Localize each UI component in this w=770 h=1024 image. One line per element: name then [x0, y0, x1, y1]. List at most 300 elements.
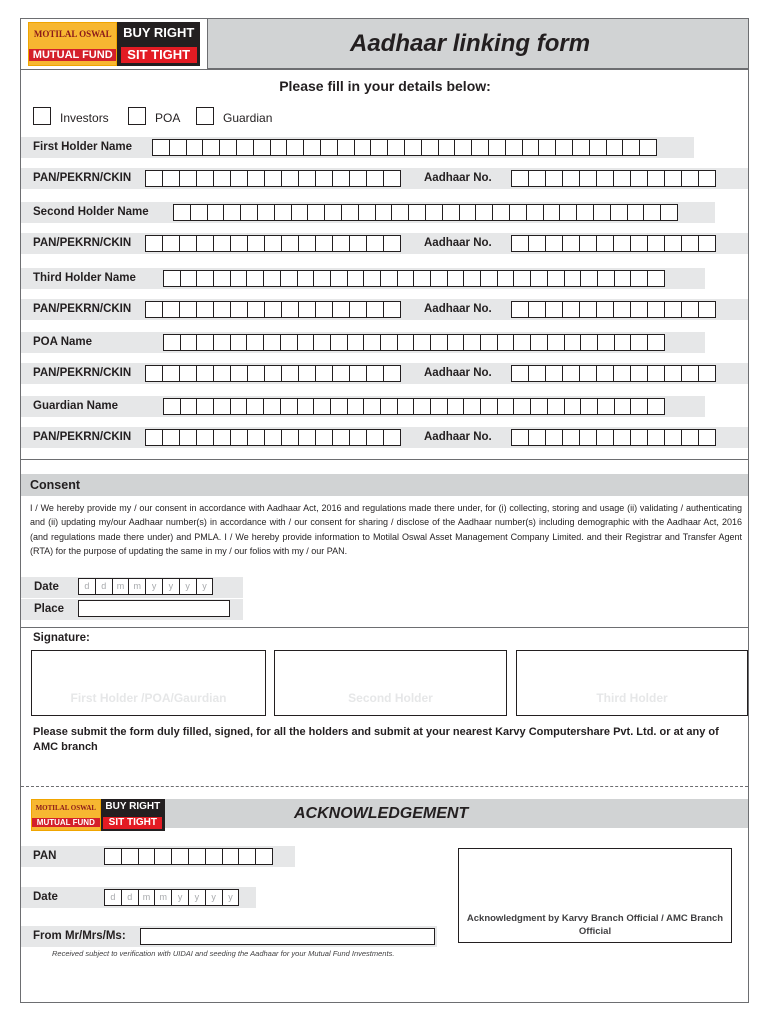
first-holder-pan-cell[interactable] — [281, 170, 299, 187]
ack-pan-cell[interactable] — [255, 848, 273, 865]
guardian-aadhaar-cell[interactable] — [698, 429, 716, 446]
third-holder-name-cell[interactable] — [580, 270, 598, 287]
guardian-pan-cell[interactable] — [383, 429, 401, 446]
first-holder-name-cell[interactable] — [354, 139, 372, 156]
poa-name-cell[interactable] — [614, 334, 632, 351]
guardian-pan-cell[interactable] — [162, 429, 180, 446]
poa-pan-cell[interactable] — [264, 365, 282, 382]
poa-aadhaar-cell[interactable] — [579, 365, 597, 382]
guardian-pan-cell[interactable] — [349, 429, 367, 446]
poa-aadhaar-cell[interactable] — [630, 365, 648, 382]
consent-date-cell[interactable]: d — [78, 578, 96, 595]
third-holder-name-cell[interactable] — [347, 270, 365, 287]
guardian-name-cell[interactable] — [530, 398, 548, 415]
poa-name-cell[interactable] — [580, 334, 598, 351]
second-holder-aadhaar-cell[interactable] — [664, 235, 682, 252]
first-holder-name-cell[interactable] — [639, 139, 657, 156]
ack-date-cell[interactable]: m — [154, 889, 172, 906]
third-holder-name-cell[interactable] — [530, 270, 548, 287]
second-holder-name-cell[interactable] — [442, 204, 460, 221]
ack-pan-cell[interactable] — [188, 848, 206, 865]
poa-name-cell[interactable] — [213, 334, 231, 351]
poa-name-cell[interactable] — [263, 334, 281, 351]
first-holder-name-cell[interactable] — [471, 139, 489, 156]
guardian-aadhaar-cell[interactable] — [596, 429, 614, 446]
poa-aadhaar-cell[interactable] — [545, 365, 563, 382]
poa-pan-cell[interactable] — [315, 365, 333, 382]
second-holder-aadhaar-cell[interactable] — [698, 235, 716, 252]
third-holder-name-cell[interactable] — [497, 270, 515, 287]
second-holder-pan-cell[interactable] — [315, 235, 333, 252]
poa-pan-cell[interactable] — [213, 365, 231, 382]
first-holder-aadhaar-cell[interactable] — [596, 170, 614, 187]
third-holder-aadhaar-cell[interactable] — [528, 301, 546, 318]
second-holder-name-cell[interactable] — [257, 204, 275, 221]
guardian-name-cell[interactable] — [163, 398, 181, 415]
consent-date-cell[interactable]: y — [179, 578, 197, 595]
consent-date-cell[interactable]: d — [95, 578, 113, 595]
first-holder-pan-cell[interactable] — [162, 170, 180, 187]
third-holder-pan-cell[interactable] — [366, 301, 384, 318]
second-holder-pan-cell[interactable] — [281, 235, 299, 252]
third-holder-pan-cell[interactable] — [281, 301, 299, 318]
second-holder-pan-cell[interactable] — [179, 235, 197, 252]
first-holder-aadhaar-cell[interactable] — [511, 170, 529, 187]
second-holder-name-cell[interactable] — [526, 204, 544, 221]
from-name-input[interactable] — [140, 928, 435, 945]
guardian-name-cell[interactable] — [196, 398, 214, 415]
second-holder-pan-cell[interactable] — [383, 235, 401, 252]
first-holder-name-cell[interactable] — [454, 139, 472, 156]
first-holder-pan-cell[interactable] — [145, 170, 163, 187]
second-holder-name-cell[interactable] — [324, 204, 342, 221]
first-holder-name-cell[interactable] — [555, 139, 573, 156]
place-input[interactable] — [78, 600, 230, 617]
third-holder-aadhaar-cell[interactable] — [545, 301, 563, 318]
third-holder-name-cell[interactable] — [380, 270, 398, 287]
guardian-pan-cell[interactable] — [264, 429, 282, 446]
second-holder-name-cell[interactable] — [375, 204, 393, 221]
first-holder-name-cell[interactable] — [488, 139, 506, 156]
first-holder-aadhaar-cell[interactable] — [630, 170, 648, 187]
checkbox-guardian[interactable] — [196, 107, 214, 125]
poa-name-cell[interactable] — [513, 334, 531, 351]
first-holder-pan-cell[interactable] — [230, 170, 248, 187]
second-holder-name-cell[interactable] — [408, 204, 426, 221]
poa-name-cell[interactable] — [280, 334, 298, 351]
guardian-name-cell[interactable] — [246, 398, 264, 415]
guardian-pan-cell[interactable] — [145, 429, 163, 446]
guardian-name-cell[interactable] — [180, 398, 198, 415]
third-holder-name-cell[interactable] — [447, 270, 465, 287]
first-holder-pan-cell[interactable] — [315, 170, 333, 187]
second-holder-aadhaar-cell[interactable] — [528, 235, 546, 252]
first-holder-aadhaar-cell[interactable] — [647, 170, 665, 187]
third-holder-name-cell[interactable] — [213, 270, 231, 287]
first-holder-pan-cell[interactable] — [247, 170, 265, 187]
consent-date-cell[interactable]: y — [145, 578, 163, 595]
first-holder-pan-cell[interactable] — [213, 170, 231, 187]
poa-aadhaar-cell[interactable] — [681, 365, 699, 382]
second-holder-pan-cell[interactable] — [298, 235, 316, 252]
poa-pan-cell[interactable] — [383, 365, 401, 382]
guardian-name-cell[interactable] — [313, 398, 331, 415]
guardian-pan-cell[interactable] — [315, 429, 333, 446]
guardian-name-cell[interactable] — [614, 398, 632, 415]
guardian-name-cell[interactable] — [363, 398, 381, 415]
first-holder-name-cell[interactable] — [202, 139, 220, 156]
poa-name-cell[interactable] — [530, 334, 548, 351]
guardian-name-cell[interactable] — [263, 398, 281, 415]
poa-name-cell[interactable] — [547, 334, 565, 351]
first-holder-name-cell[interactable] — [303, 139, 321, 156]
first-holder-name-cell[interactable] — [370, 139, 388, 156]
first-holder-name-cell[interactable] — [505, 139, 523, 156]
poa-name-cell[interactable] — [246, 334, 264, 351]
first-holder-name-cell[interactable] — [606, 139, 624, 156]
third-holder-aadhaar-cell[interactable] — [511, 301, 529, 318]
ack-date-cell[interactable]: m — [138, 889, 156, 906]
poa-pan-cell[interactable] — [196, 365, 214, 382]
second-holder-name-cell[interactable] — [475, 204, 493, 221]
ack-date-cell[interactable]: y — [188, 889, 206, 906]
second-holder-pan-cell[interactable] — [264, 235, 282, 252]
third-holder-aadhaar-cell[interactable] — [664, 301, 682, 318]
second-holder-aadhaar-cell[interactable] — [596, 235, 614, 252]
guardian-pan-cell[interactable] — [281, 429, 299, 446]
guardian-name-cell[interactable] — [513, 398, 531, 415]
third-holder-name-cell[interactable] — [413, 270, 431, 287]
second-holder-pan-cell[interactable] — [349, 235, 367, 252]
poa-name-cell[interactable] — [430, 334, 448, 351]
second-holder-name-cell[interactable] — [240, 204, 258, 221]
guardian-pan-cell[interactable] — [230, 429, 248, 446]
poa-name-cell[interactable] — [413, 334, 431, 351]
first-holder-pan-cell[interactable] — [366, 170, 384, 187]
second-holder-name-cell[interactable] — [173, 204, 191, 221]
third-holder-pan-cell[interactable] — [315, 301, 333, 318]
third-holder-name-cell[interactable] — [263, 270, 281, 287]
ack-pan-cell[interactable] — [222, 848, 240, 865]
second-holder-name-cell[interactable] — [559, 204, 577, 221]
third-holder-name-cell[interactable] — [463, 270, 481, 287]
third-holder-name-cell[interactable] — [363, 270, 381, 287]
guardian-name-cell[interactable] — [647, 398, 665, 415]
poa-aadhaar-cell[interactable] — [664, 365, 682, 382]
guardian-pan-cell[interactable] — [179, 429, 197, 446]
checkbox-investors[interactable] — [33, 107, 51, 125]
third-holder-name-cell[interactable] — [480, 270, 498, 287]
third-holder-name-cell[interactable] — [246, 270, 264, 287]
poa-name-cell[interactable] — [630, 334, 648, 351]
guardian-aadhaar-cell[interactable] — [545, 429, 563, 446]
third-holder-aadhaar-cell[interactable] — [562, 301, 580, 318]
first-holder-name-cell[interactable] — [622, 139, 640, 156]
poa-name-cell[interactable] — [597, 334, 615, 351]
second-holder-pan-cell[interactable] — [162, 235, 180, 252]
guardian-aadhaar-cell[interactable] — [647, 429, 665, 446]
first-holder-name-cell[interactable] — [538, 139, 556, 156]
guardian-aadhaar-cell[interactable] — [630, 429, 648, 446]
poa-aadhaar-cell[interactable] — [511, 365, 529, 382]
third-holder-name-cell[interactable] — [513, 270, 531, 287]
guardian-name-cell[interactable] — [397, 398, 415, 415]
guardian-name-cell[interactable] — [430, 398, 448, 415]
poa-name-cell[interactable] — [347, 334, 365, 351]
third-holder-aadhaar-cell[interactable] — [613, 301, 631, 318]
first-holder-name-cell[interactable] — [337, 139, 355, 156]
ack-date-cell[interactable]: d — [104, 889, 122, 906]
first-holder-name-cell[interactable] — [253, 139, 271, 156]
poa-aadhaar-cell[interactable] — [562, 365, 580, 382]
guardian-name-cell[interactable] — [597, 398, 615, 415]
poa-pan-cell[interactable] — [298, 365, 316, 382]
second-holder-aadhaar-cell[interactable] — [647, 235, 665, 252]
guardian-name-cell[interactable] — [580, 398, 598, 415]
guardian-aadhaar-cell[interactable] — [562, 429, 580, 446]
poa-pan-cell[interactable] — [247, 365, 265, 382]
second-holder-name-cell[interactable] — [274, 204, 292, 221]
first-holder-name-cell[interactable] — [572, 139, 590, 156]
third-holder-name-cell[interactable] — [647, 270, 665, 287]
first-holder-name-cell[interactable] — [152, 139, 170, 156]
guardian-aadhaar-cell[interactable] — [528, 429, 546, 446]
guardian-pan-cell[interactable] — [366, 429, 384, 446]
poa-pan-cell[interactable] — [162, 365, 180, 382]
poa-name-cell[interactable] — [564, 334, 582, 351]
poa-name-cell[interactable] — [230, 334, 248, 351]
second-holder-name-cell[interactable] — [391, 204, 409, 221]
third-holder-aadhaar-cell[interactable] — [681, 301, 699, 318]
guardian-aadhaar-cell[interactable] — [511, 429, 529, 446]
second-holder-pan-cell[interactable] — [213, 235, 231, 252]
third-holder-pan-cell[interactable] — [213, 301, 231, 318]
first-holder-aadhaar-cell[interactable] — [579, 170, 597, 187]
first-holder-name-cell[interactable] — [589, 139, 607, 156]
first-holder-pan-cell[interactable] — [298, 170, 316, 187]
poa-name-cell[interactable] — [647, 334, 665, 351]
signature-box-second-holder[interactable] — [274, 650, 507, 716]
first-holder-name-cell[interactable] — [169, 139, 187, 156]
first-holder-name-cell[interactable] — [387, 139, 405, 156]
second-holder-pan-cell[interactable] — [366, 235, 384, 252]
poa-aadhaar-cell[interactable] — [528, 365, 546, 382]
first-holder-pan-cell[interactable] — [349, 170, 367, 187]
ack-date-cell[interactable]: y — [171, 889, 189, 906]
poa-name-cell[interactable] — [330, 334, 348, 351]
second-holder-aadhaar-cell[interactable] — [630, 235, 648, 252]
second-holder-name-cell[interactable] — [358, 204, 376, 221]
guardian-name-cell[interactable] — [297, 398, 315, 415]
first-holder-aadhaar-cell[interactable] — [528, 170, 546, 187]
second-holder-name-cell[interactable] — [576, 204, 594, 221]
second-holder-aadhaar-cell[interactable] — [613, 235, 631, 252]
checkbox-poa[interactable] — [128, 107, 146, 125]
first-holder-name-cell[interactable] — [186, 139, 204, 156]
third-holder-name-cell[interactable] — [230, 270, 248, 287]
guardian-pan-cell[interactable] — [332, 429, 350, 446]
third-holder-name-cell[interactable] — [196, 270, 214, 287]
third-holder-name-cell[interactable] — [397, 270, 415, 287]
second-holder-aadhaar-cell[interactable] — [562, 235, 580, 252]
third-holder-pan-cell[interactable] — [298, 301, 316, 318]
ack-pan-cell[interactable] — [138, 848, 156, 865]
poa-pan-cell[interactable] — [179, 365, 197, 382]
first-holder-name-cell[interactable] — [286, 139, 304, 156]
third-holder-name-cell[interactable] — [180, 270, 198, 287]
poa-aadhaar-cell[interactable] — [647, 365, 665, 382]
first-holder-pan-cell[interactable] — [264, 170, 282, 187]
poa-name-cell[interactable] — [297, 334, 315, 351]
second-holder-name-cell[interactable] — [509, 204, 527, 221]
third-holder-pan-cell[interactable] — [179, 301, 197, 318]
ack-pan-cell[interactable] — [171, 848, 189, 865]
first-holder-name-cell[interactable] — [421, 139, 439, 156]
poa-pan-cell[interactable] — [366, 365, 384, 382]
guardian-name-cell[interactable] — [447, 398, 465, 415]
third-holder-name-cell[interactable] — [163, 270, 181, 287]
guardian-name-cell[interactable] — [380, 398, 398, 415]
third-holder-pan-cell[interactable] — [230, 301, 248, 318]
third-holder-pan-cell[interactable] — [349, 301, 367, 318]
third-holder-name-cell[interactable] — [313, 270, 331, 287]
first-holder-aadhaar-cell[interactable] — [664, 170, 682, 187]
poa-pan-cell[interactable] — [281, 365, 299, 382]
third-holder-name-cell[interactable] — [564, 270, 582, 287]
second-holder-pan-cell[interactable] — [230, 235, 248, 252]
guardian-name-cell[interactable] — [413, 398, 431, 415]
guardian-pan-cell[interactable] — [298, 429, 316, 446]
third-holder-pan-cell[interactable] — [247, 301, 265, 318]
third-holder-name-cell[interactable] — [280, 270, 298, 287]
guardian-name-cell[interactable] — [630, 398, 648, 415]
poa-pan-cell[interactable] — [145, 365, 163, 382]
guardian-pan-cell[interactable] — [213, 429, 231, 446]
ack-pan-cell[interactable] — [104, 848, 122, 865]
guardian-pan-cell[interactable] — [196, 429, 214, 446]
poa-pan-cell[interactable] — [332, 365, 350, 382]
guardian-name-cell[interactable] — [347, 398, 365, 415]
first-holder-name-cell[interactable] — [522, 139, 540, 156]
second-holder-name-cell[interactable] — [643, 204, 661, 221]
second-holder-name-cell[interactable] — [543, 204, 561, 221]
second-holder-name-cell[interactable] — [307, 204, 325, 221]
guardian-name-cell[interactable] — [330, 398, 348, 415]
poa-name-cell[interactable] — [497, 334, 515, 351]
consent-date-cell[interactable]: y — [162, 578, 180, 595]
poa-name-cell[interactable] — [180, 334, 198, 351]
poa-pan-cell[interactable] — [349, 365, 367, 382]
second-holder-pan-cell[interactable] — [196, 235, 214, 252]
ack-pan-cell[interactable] — [154, 848, 172, 865]
guardian-aadhaar-cell[interactable] — [664, 429, 682, 446]
second-holder-aadhaar-cell[interactable] — [579, 235, 597, 252]
first-holder-name-cell[interactable] — [236, 139, 254, 156]
third-holder-pan-cell[interactable] — [383, 301, 401, 318]
poa-name-cell[interactable] — [380, 334, 398, 351]
consent-date-cell[interactable]: y — [196, 578, 214, 595]
guardian-name-cell[interactable] — [280, 398, 298, 415]
third-holder-name-cell[interactable] — [614, 270, 632, 287]
first-holder-name-cell[interactable] — [404, 139, 422, 156]
third-holder-pan-cell[interactable] — [162, 301, 180, 318]
third-holder-name-cell[interactable] — [547, 270, 565, 287]
poa-name-cell[interactable] — [447, 334, 465, 351]
third-holder-aadhaar-cell[interactable] — [579, 301, 597, 318]
second-holder-name-cell[interactable] — [291, 204, 309, 221]
consent-date-cell[interactable]: m — [128, 578, 146, 595]
first-holder-name-cell[interactable] — [438, 139, 456, 156]
first-holder-pan-cell[interactable] — [332, 170, 350, 187]
third-holder-name-cell[interactable] — [597, 270, 615, 287]
poa-aadhaar-cell[interactable] — [596, 365, 614, 382]
poa-name-cell[interactable] — [163, 334, 181, 351]
first-holder-aadhaar-cell[interactable] — [698, 170, 716, 187]
poa-pan-cell[interactable] — [230, 365, 248, 382]
third-holder-name-cell[interactable] — [630, 270, 648, 287]
guardian-name-cell[interactable] — [213, 398, 231, 415]
second-holder-name-cell[interactable] — [593, 204, 611, 221]
second-holder-name-cell[interactable] — [190, 204, 208, 221]
third-holder-name-cell[interactable] — [330, 270, 348, 287]
third-holder-aadhaar-cell[interactable] — [596, 301, 614, 318]
first-holder-name-cell[interactable] — [219, 139, 237, 156]
first-holder-aadhaar-cell[interactable] — [681, 170, 699, 187]
ack-pan-cell[interactable] — [121, 848, 139, 865]
second-holder-name-cell[interactable] — [660, 204, 678, 221]
poa-name-cell[interactable] — [313, 334, 331, 351]
second-holder-aadhaar-cell[interactable] — [545, 235, 563, 252]
guardian-name-cell[interactable] — [480, 398, 498, 415]
first-holder-aadhaar-cell[interactable] — [562, 170, 580, 187]
third-holder-name-cell[interactable] — [297, 270, 315, 287]
poa-name-cell[interactable] — [463, 334, 481, 351]
guardian-name-cell[interactable] — [564, 398, 582, 415]
guardian-pan-cell[interactable] — [247, 429, 265, 446]
third-holder-pan-cell[interactable] — [332, 301, 350, 318]
third-holder-pan-cell[interactable] — [145, 301, 163, 318]
consent-date-cell[interactable]: m — [112, 578, 130, 595]
second-holder-aadhaar-cell[interactable] — [681, 235, 699, 252]
first-holder-pan-cell[interactable] — [196, 170, 214, 187]
ack-pan-cell[interactable] — [205, 848, 223, 865]
guardian-aadhaar-cell[interactable] — [579, 429, 597, 446]
guardian-aadhaar-cell[interactable] — [613, 429, 631, 446]
second-holder-name-cell[interactable] — [223, 204, 241, 221]
poa-name-cell[interactable] — [363, 334, 381, 351]
guardian-aadhaar-cell[interactable] — [681, 429, 699, 446]
signature-box-third-holder[interactable] — [516, 650, 748, 716]
second-holder-pan-cell[interactable] — [145, 235, 163, 252]
second-holder-pan-cell[interactable] — [247, 235, 265, 252]
guardian-name-cell[interactable] — [547, 398, 565, 415]
guardian-name-cell[interactable] — [497, 398, 515, 415]
first-holder-name-cell[interactable] — [320, 139, 338, 156]
second-holder-pan-cell[interactable] — [332, 235, 350, 252]
first-holder-pan-cell[interactable] — [179, 170, 197, 187]
signature-box-first-holder[interactable] — [31, 650, 266, 716]
second-holder-name-cell[interactable] — [425, 204, 443, 221]
guardian-name-cell[interactable] — [463, 398, 481, 415]
third-holder-aadhaar-cell[interactable] — [647, 301, 665, 318]
third-holder-pan-cell[interactable] — [196, 301, 214, 318]
ack-date-cell[interactable]: y — [205, 889, 223, 906]
ack-date-cell[interactable]: y — [222, 889, 240, 906]
ack-pan-cell[interactable] — [238, 848, 256, 865]
second-holder-name-cell[interactable] — [341, 204, 359, 221]
ack-date-cell[interactable]: d — [121, 889, 139, 906]
first-holder-name-cell[interactable] — [270, 139, 288, 156]
